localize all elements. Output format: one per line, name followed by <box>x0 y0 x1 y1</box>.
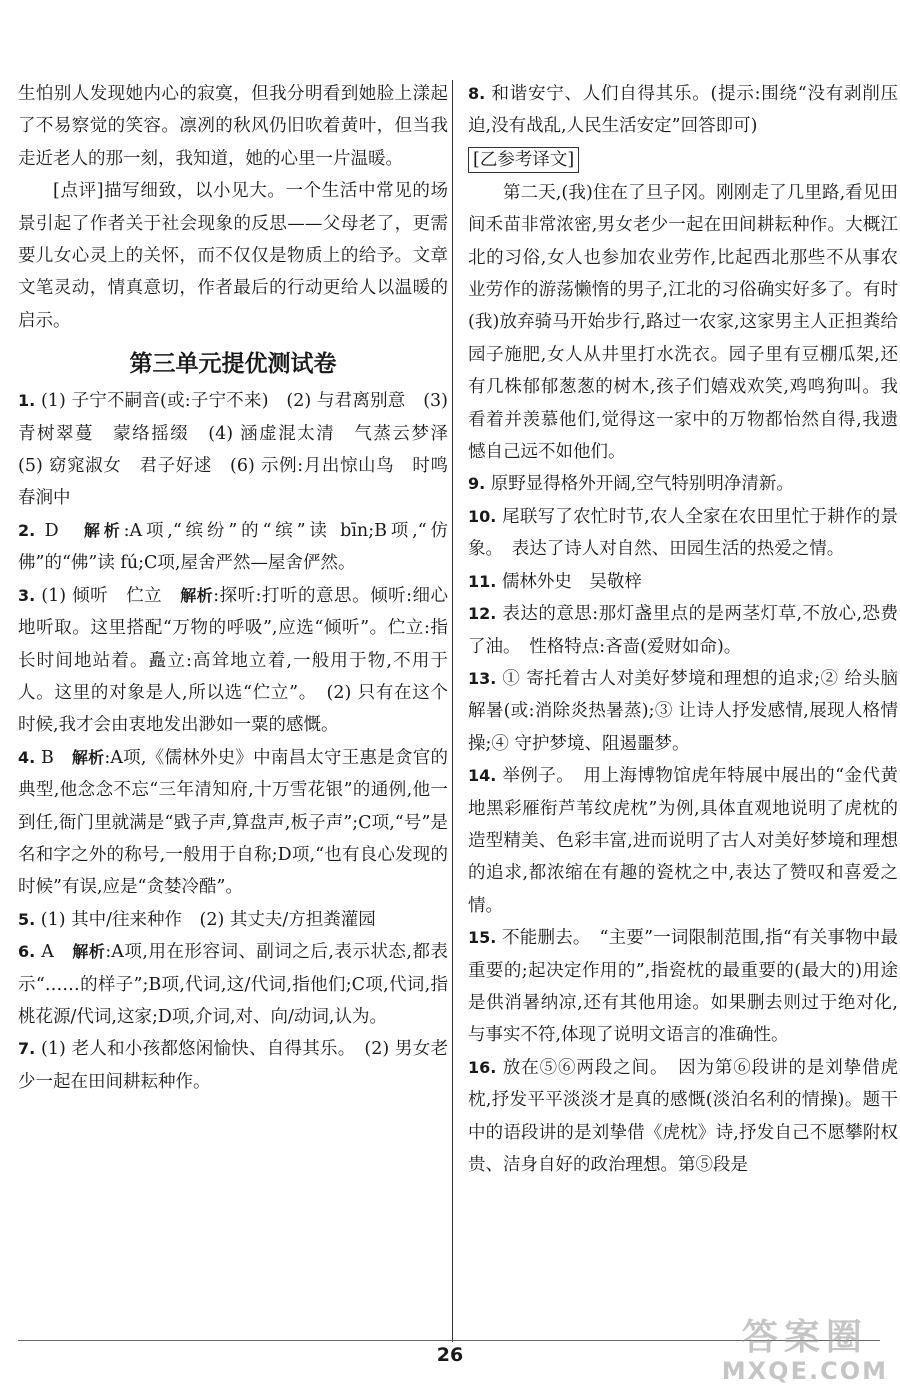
item-text: (1) 老人和小孩都悠闲愉快、自得其乐。 (2) 男女老少一起在田间耕耘种作。 <box>18 1039 448 1092</box>
analysis-label: 解析 <box>83 520 124 540</box>
item-number: 5. <box>18 909 36 929</box>
item-text: 原野显得格外开阔,空气特别明净清新。 <box>490 474 794 495</box>
translation-label-row <box>468 143 898 177</box>
item-answer: D <box>44 520 84 541</box>
right-column <box>468 78 898 1181</box>
answer-item <box>18 904 448 936</box>
intro-paragraph: 生怕别人发现她内心的寂寞，但我分明看到她脸上漾起了不易察觉的笑容。凛冽的秋风仍旧吹着黄叶，但当我走近老人的那一刻，我知道，她的心里一片温暖。 <box>18 84 448 169</box>
item-number: 11. <box>468 571 497 591</box>
answer-item <box>468 598 898 663</box>
item-text: (1) 其中/往来种作 (2) 其丈夫/方担粪灌园 <box>40 909 376 930</box>
item-text: 儒林外史 吴敬梓 <box>501 571 642 592</box>
item-number: 7. <box>18 1039 36 1059</box>
item-text: :A项,用在形容词、副词之后,表示状态,都表示“……的样子”;B项,代词,这/代词,指他们;C项,代词,指桃花源/代词,这家;D项,介词,对、向/动词,认为。 <box>18 942 448 1027</box>
item-text: 放在⑤⑥两段之间。 因为第⑥段讲的是刘挚借虎枕,抒发平平淡淡才是真的感慨(淡泊名利的情操)。题干中的语段讲的是刘挚借《虎枕》诗,抒发自己不愿攀附权贵、洁身自好的政治理想。第⑤段是 <box>468 1057 898 1175</box>
answer-item <box>468 501 898 566</box>
item-text: 和谐安宁、人们自得其乐。(提示:围绕“没有剥削压迫,没有战乱,人民生活安定”回答即可) <box>468 84 898 137</box>
comment-paragraph <box>18 175 448 337</box>
answer-item <box>468 922 898 1052</box>
translation-label: [乙参考译文] <box>468 147 579 173</box>
item-text: 不能删去。 “主要”一词限制范围,指“有关事物中最重要的;起决定作用的”,指瓷枕的最重要的(最大的)用途是供消暑纳凉,还有其他用途。如果删去则过于绝对化,与事实不符,体现了说明文语言的准确性。 <box>468 928 898 1046</box>
item-text: :A项,“缤纷”的“缤”读 bīn;B项,“仿佛”的“佛”读 fú;C项,屋舍严然—屋舍俨然。 <box>18 520 448 574</box>
item-number: 10. <box>468 506 497 526</box>
answer-item <box>18 515 448 580</box>
item-number: 1. <box>18 391 36 411</box>
watermark-logo-text: 答案圈 <box>741 1317 868 1358</box>
page-number: 26 <box>436 1344 464 1366</box>
item-text: (1) 子宁不嗣音(或:子宁不来) (2) 与君离别意 (3) 青树翠蔓 蒙络摇缀 (4) 涵虚混太清 气蒸云梦泽 (5) 窈窕淑女 君子好逑 (6) 示例:月出惊山鸟 时鸣春涧中 <box>18 391 466 509</box>
translation-text: 第二天,(我)住在了旦子冈。刚刚走了几里路,看见田间禾苗非常浓密,男女老少一起在田间耕耘种作。大概江北的习俗,女人也参加农业劳作,比起西北那些不从事农业劳作的游荡懒惰的男子,江北的习俗确实好多了。有时(我)放弃骑马开始步行,路过一农家,这家男主人正担粪给园子施肥,女人从井里打水洗衣。园子里有豆棚瓜架,还有几株郁郁葱葱的树木,孩子们嬉戏欢笑,鸡鸣狗叫。我看着并羡慕他们,觉得这一家中的万物都怡然自得,我遗憾自己远不如他们。 <box>468 182 898 463</box>
item-number: 12. <box>468 604 497 624</box>
answer-item <box>18 742 448 904</box>
site-watermark <box>722 1318 888 1384</box>
answer-item <box>18 936 448 1033</box>
answer-item <box>468 78 898 143</box>
column-divider <box>452 80 453 1342</box>
item-number: 13. <box>468 668 497 688</box>
item-answer: A <box>41 942 73 963</box>
item-number: 15. <box>468 928 497 948</box>
analysis-label: 解析 <box>180 585 214 605</box>
item-text: :A项,《儒林外史》中南昌太守王惠是贪官的典型,他念念不忘“三年清知府,十万雪花银”的通例,他一到任,衙门里就满是“戥子声,算盘声,板子声”;C项,“号”是名和字之外的称号,一般用于自称;D项,“也有良心发现的时候”有误,应是“贪婪冷酷”。 <box>18 747 448 898</box>
analysis-label: 解析 <box>72 942 106 962</box>
answer-item <box>468 663 898 760</box>
left-column <box>18 78 466 1098</box>
item-text: :探听:打听的意思。倾听:细心地听取。这里搭配“万物的呼吸”,应选“倾听”。伫立:指长时间地站着。矗立:高耸地立着,一般用于物,不用于人。这里的对象是人,所以选“伫立”。 (2) 只有在这个时候,我才会由衷地发出渺如一粟的感慨。 <box>18 585 448 736</box>
item-number: 16. <box>468 1057 497 1077</box>
item-answer: (1) 倾听 伫立 <box>41 585 181 606</box>
item-text: 尾联写了农忙时节,农人全家在农田里忙于耕作的景象。 表达了诗人对自然、田园生活的热爱之情。 <box>468 506 898 560</box>
answer-item <box>18 580 448 742</box>
item-text: ① 寄托着古人对美好梦境和理想的追求;② 给头脑解暑(或:消除炎热暑蒸);③ 让诗人抒发感情,展现人格情操;④ 守护梦境、阻遏噩梦。 <box>468 668 898 754</box>
item-answer: B <box>41 747 72 768</box>
item-text: 表达的意思:那灯盏里点的是两茎灯草,不放心,恐费了油。 性格特点:吝啬(爱财如命)。 <box>468 604 898 657</box>
answer-item <box>18 385 466 515</box>
item-number: 3. <box>18 585 36 605</box>
watermark-url: MXQE.COM <box>721 1357 888 1385</box>
answer-item <box>468 760 898 922</box>
item-number: 4. <box>18 747 36 767</box>
analysis-label: 解析 <box>71 747 105 767</box>
item-number: 9. <box>468 474 486 494</box>
comment-text: 描写细致，以小见大。一个生活中常见的场景引起了作者关于社会现象的反思——父母老了，更需要儿女心灵上的关怀，而不仅仅是物质上的给予。文章文笔灵动，情真意切，作者最后的行动更给人以温暖的启示。 <box>18 181 449 331</box>
answer-item <box>468 566 898 598</box>
item-number: 14. <box>468 766 497 786</box>
section-title: 第三单元提优测试卷 <box>129 351 337 378</box>
item-number: 8. <box>468 84 486 103</box>
answer-item <box>18 1033 448 1098</box>
item-number: 2. <box>18 520 36 540</box>
item-text: 举例子。 用上海博物馆虎年特展中展出的“金代黄地黑彩雁衔芦苇纹虎枕”为例,具体直观地说明了虎枕的造型精美、色彩丰富,进而说明了古人对美好梦境和理想的追求,都浓缩在有趣的瓷枕之中,表达了赞叹和喜爱之情。 <box>468 766 898 916</box>
answer-item <box>468 468 898 500</box>
item-number: 6. <box>18 942 36 962</box>
answer-item <box>468 1052 898 1182</box>
comment-label: [点评] <box>53 181 104 202</box>
